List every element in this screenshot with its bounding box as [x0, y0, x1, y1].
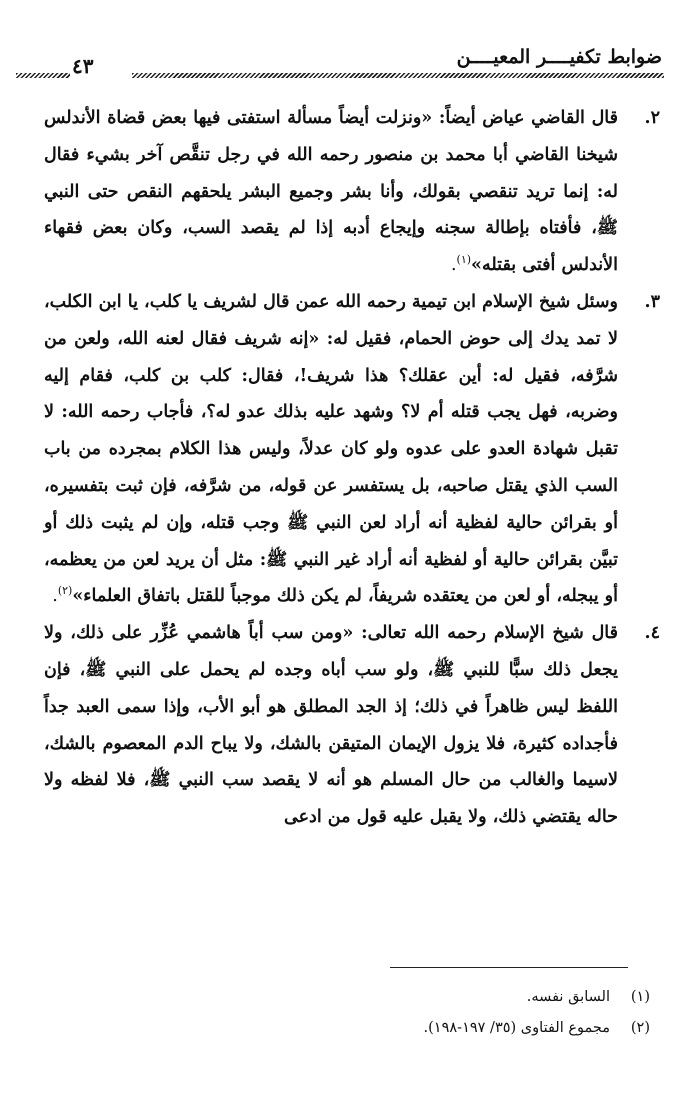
page-header	[16, 42, 664, 82]
header-rule	[132, 73, 664, 78]
item-text: قال شيخ الإسلام رحمه الله تعالى: «ومن سب أباً هاشمي عُزِّر على ذلك، ولا يجعل ذلك سبًّا للنبي ﷺ، ولو سب أباه وجده لم يحمل على النبي ﷺ، فإن اللفظ ليس ظاهراً في ذلك؛ إذ الجد المطلق هو أبو الأب، وإذا سمى العبد جداً فأجداده كثيرة، فلا يزول الإيمان المتيقن بالشك، ولا يباح الدم المعصوم بالشك، لاسيما والغالب من حال المسلم هو أنه لا يقصد سب النبي ﷺ، فلا لفظه ولا حاله يقتضي ذلك، ولا يقبل عليه قول من ادعى	[44, 623, 618, 828]
running-title: ضوابط تكفيــــر المعيــــن	[456, 46, 662, 68]
item-end: .	[52, 586, 58, 607]
list-item	[44, 100, 660, 284]
list-item	[44, 284, 660, 615]
item-number: ٢.	[644, 108, 660, 128]
footnote-number: (٢)	[630, 1020, 650, 1036]
footnote-number: (١)	[630, 989, 650, 1005]
footnote-ref: (٢)	[57, 584, 73, 598]
page-number: ٤٣	[72, 54, 94, 78]
list-item	[44, 615, 660, 836]
item-end: .	[450, 255, 457, 276]
footnote-text: السابق نفسه.	[526, 989, 610, 1005]
footnotes	[90, 982, 650, 1044]
footnote	[90, 982, 650, 1013]
item-text: وسئل شيخ الإسلام ابن تيمية رحمه الله عمن قال لشريف يا كلب، يا ابن الكلب، لا تمد يدك إلى حوض الحمام، فقيل له: «إنه شريف فقال لعنه الله، ولعن من شرَّفه، فقيل له: أين عقلك؟ هذا شريف!، فقال: كلب بن كلب، فقام إليه وضربه، فهل يجب قتله أم لا؟ وشهد عليه بذلك عدو له؟، فأجاب رحمه الله: لا تقبل شهادة العدو على عدوه ولو كان عدلاً، وليس هذا الكلام بمجرده من باب السب الذي يقتل صاحبه، بل يستفسر عن قوله، من شرَّفه، فإن ثبت بتفسيره، أو بقرائن حالية لفظية أنه أراد لعن النبي ﷺ وجب قتله، وإن لم يثبت ذلك أو تبيَّن بقرائن حالية أو لفظية أنه أراد غير النبي ﷺ: مثل أن يريد لعن من يعظمه، أو يبجله، أو لعن من يعتقده شريفاً، لم يكن ذلك موجباً للقتل باتفاق العلماء»	[44, 291, 618, 607]
body-text	[44, 100, 660, 836]
footnote-ref: (١)	[456, 253, 472, 267]
item-text: قال القاضي عياض أيضاً: «ونزلت أيضاً مسألة استفتى فيها بعض قضاة الأندلس شيخنا القاضي أبا محمد بن منصور رحمه الله في رجل تنقَّص آخر بشيء فقال له: إنما تريد تنقصي بقولك، وأنا بشر وجميع البشر يلحقهم النقص حتى النبي ﷺ، فأفتاه بإطالة سجنه وإيجاع أدبه إذا لم يقصد السب، وكان بعض فقهاء الأندلس أفتى بقتله»	[44, 108, 618, 276]
item-number: ٣.	[644, 291, 660, 312]
header-rule	[16, 73, 70, 78]
footnote-divider	[390, 967, 628, 968]
footnote-text: مجموع الفتاوى (٣٥/ ١٩٧-١٩٨).	[423, 1020, 610, 1036]
footnote	[90, 1013, 650, 1044]
item-number: ٤.	[644, 623, 660, 644]
